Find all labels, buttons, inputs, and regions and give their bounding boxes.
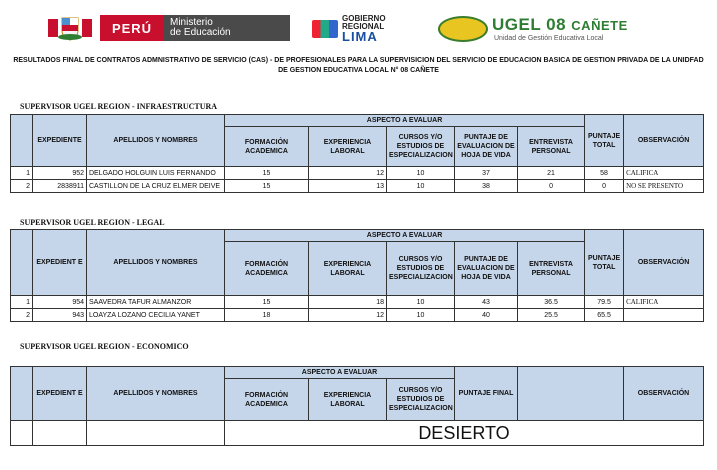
header-expediente: EXPEDIENT E	[33, 367, 87, 421]
header-apellidos: APELLIDOS Y NOMBRES	[87, 367, 225, 421]
section-title-economico: SUPERVISOR UGEL REGION - ECONOMICO	[20, 342, 189, 351]
header-observacion: OBSERVACIÓN	[624, 115, 704, 167]
header-formacion: FORMACIÓN ACADEMICA	[225, 242, 309, 296]
section-title-legal: SUPERVISOR UGEL REGION - LEGAL	[20, 218, 165, 227]
table-legal	[10, 229, 704, 322]
header-experiencia: EXPERIENCIA LABORAL	[309, 127, 387, 167]
peru-coat-of-arms-icon	[48, 15, 92, 41]
section-title-infraestructura: SUPERVISOR UGEL REGION - INFRAESTRUCTURA	[20, 102, 218, 111]
header-blank	[11, 115, 33, 167]
ministerio-educacion-logo	[100, 15, 290, 41]
gobierno-lima: LIMA	[342, 29, 378, 44]
header-expediente: EXPEDIENT E	[33, 230, 87, 296]
logo-bar	[0, 13, 717, 45]
peru-label: PERÚ	[100, 15, 164, 41]
header-blank-2	[518, 367, 624, 421]
header-experiencia: EXPERIENCIA LABORAL	[309, 242, 387, 296]
table-infraestructura	[10, 114, 704, 193]
header-formacion: FORMACIÓN ACADEMICA	[225, 379, 309, 421]
header-observacion: OBSERVACIÓN	[624, 367, 704, 421]
ministerio-label	[164, 15, 290, 41]
table-row: 1 954 SAAVEDRA TAFUR ALMANZOR 15 18 10 43 36.5 79.5 CALIFICA	[11, 296, 704, 309]
header-puntaje-final: PUNTAJE FINAL	[455, 367, 518, 421]
table-economico	[10, 366, 704, 446]
header-blank	[11, 230, 33, 296]
gobierno-line2: REGIONAL	[342, 22, 385, 31]
ugel-name: UGEL 08	[492, 15, 567, 34]
header-apellidos: APELLIDOS Y NOMBRES	[87, 115, 225, 167]
ugel-subtitle: Unidad de Gestión Educativa Local	[494, 35, 604, 42]
table-row: 2 2838911 CASTILLON DE LA CRUZ ELMER DEIVE 15 13 10 38 0 0 NO SE PRESENTO	[11, 180, 704, 193]
header-apellidos: APELLIDOS Y NOMBRES	[87, 230, 225, 296]
table-row: 2 943 LOAYZA LOZANO CECILIA YANET 18 12 10 40 25.5 65.5	[11, 309, 704, 322]
header-cursos: CURSOS Y/O ESTUDIOS DE ESPECIALIZACION	[387, 127, 455, 167]
header-cursos: CURSOS Y/O ESTUDIOS DE ESPECIALIZACION	[387, 379, 455, 421]
ministerio-line2: de Educación	[170, 27, 231, 38]
document-title: RESULTADOS FINAL DE CONTRATOS ADMNISTRATIVO DE SERVICIO (CAS) - DE PROFESIONALES PARA LA SUPERVISICION DEL SERVICIO DE EDUCACION BASICA DE GESTION PRIVADA DE LA UNIDFAD DE GESTION EDUCATIVA LOCAL N° 08 CAÑETE	[13, 57, 704, 74]
ugel-logo	[438, 14, 658, 44]
header-puntaje-total: PUNTAJE TOTAL	[585, 230, 624, 296]
header-observacion: OBSERVACIÓN	[624, 230, 704, 296]
ministerio-line1: Ministerio	[170, 17, 213, 28]
header-formacion: FORMACIÓN ACADEMICA	[225, 127, 309, 167]
table-row	[11, 421, 704, 446]
header-aspecto: ASPECTO A EVALUAR	[225, 367, 455, 379]
header-aspecto: ASPECTO A EVALUAR	[225, 115, 585, 127]
header-puntaje-total: PUNTAJE TOTAL	[585, 115, 624, 167]
gobierno-line1: GOBIERNO	[342, 14, 386, 23]
gobierno-flag-icon	[312, 20, 338, 38]
header-entrevista: ENTREVISTA PERSONAL	[518, 242, 585, 296]
ugel-emblem-icon	[438, 16, 488, 42]
table-row: 1 952 DELGADO HOLGUIN LUIS FERNANDO 15 12 10 37 21 58 CALIFICA	[11, 167, 704, 180]
header-entrevista: ENTREVISTA PERSONAL	[518, 127, 585, 167]
header-expediente: EXPEDIENTE	[33, 115, 87, 167]
header-aspecto: ASPECTO A EVALUAR	[225, 230, 585, 242]
header-experiencia: EXPERIENCIA LABORAL	[309, 379, 387, 421]
header-cursos: CURSOS Y/O ESTUDIOS DE ESPECIALIZACION	[387, 242, 455, 296]
header-blank	[11, 367, 33, 421]
header-puntaje-hv: PUNTAJE DE EVALUACION DE HOJA DE VIDA	[455, 242, 518, 296]
header-puntaje-hv: PUNTAJE DE EVALUACION DE HOJA DE VIDA	[455, 127, 518, 167]
ugel-canete: CAÑETE	[571, 18, 628, 33]
gobierno-regional-lima-logo	[312, 16, 407, 42]
desierto-label: DESIERTO	[225, 421, 704, 446]
